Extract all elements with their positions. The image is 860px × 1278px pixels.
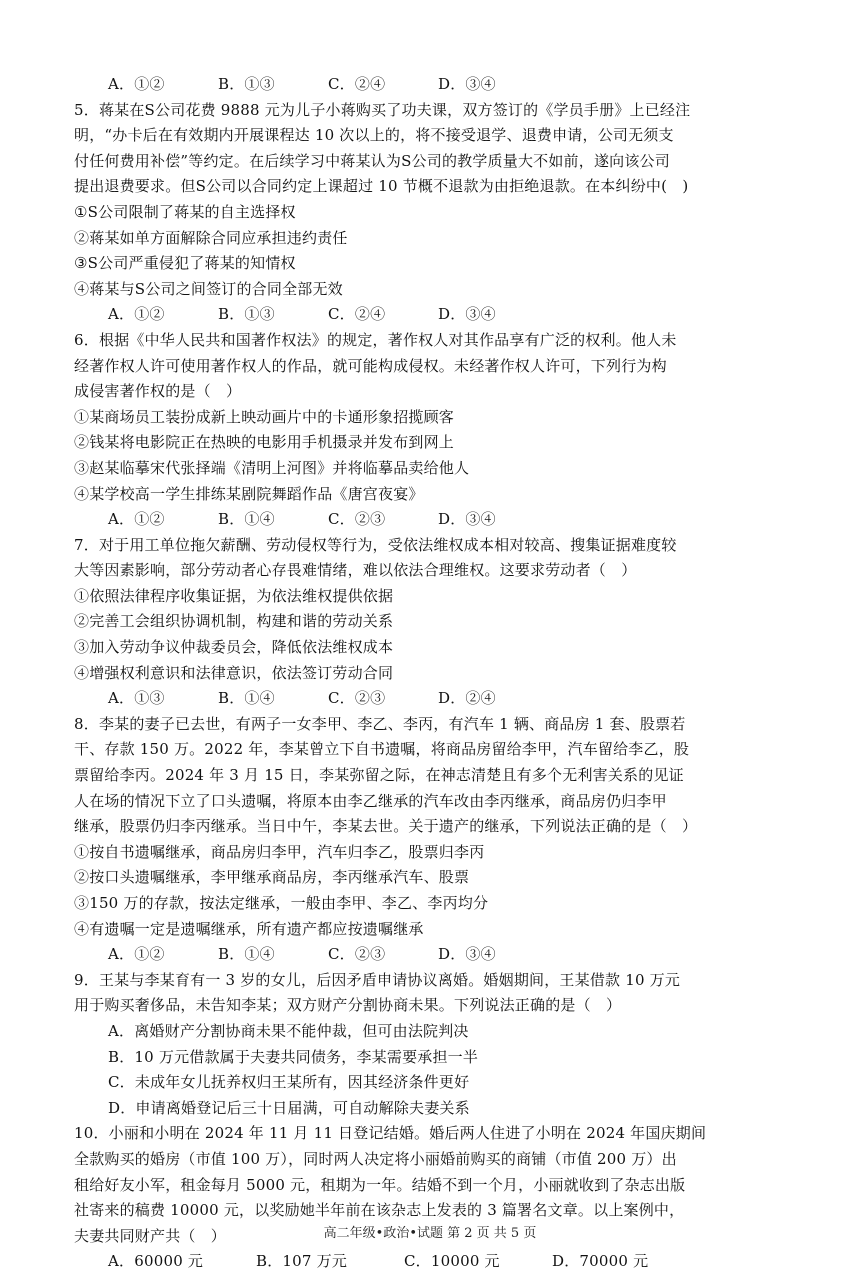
- question-9: [74, 968, 792, 1122]
- question-stem-line: 明，“办卡后在有效期内开展课程达 10 次以上的，将不接受退学、退费申请，公司无须支: [74, 126, 674, 145]
- statement-item: ②蒋某如单方面解除合同应承担违约责任: [74, 228, 348, 247]
- statement-item: ③150 万的存款，按法定继承，一般由李甲、李乙、李丙均分: [74, 894, 489, 912]
- question-10: [74, 1121, 792, 1275]
- option-c: C．未成年女儿抚养权归王某所有，因其经济条件更好: [108, 1073, 470, 1092]
- option-d: D．③④: [438, 510, 496, 529]
- option-a: A．60000 元: [108, 1252, 204, 1271]
- option-d: D．③④: [438, 945, 496, 964]
- statement-item: ③S公司严重侵犯了蒋某的知情权: [74, 254, 296, 273]
- option-b: B．①③: [218, 305, 275, 324]
- options-row: [74, 686, 792, 712]
- question-stem-line: 5．蒋某在S公司花费 9888 元为儿子小蒋购买了功夫课，双方签订的《学员手册》上已经注: [74, 100, 691, 119]
- statement-item: ①S公司限制了蒋某的自主选择权: [74, 202, 296, 221]
- option-d: D．70000 元: [552, 1252, 649, 1271]
- question-stem-line: 夫妻共同财产共（ ）: [74, 1226, 227, 1245]
- question-stem-line: 大等因素影响，部分劳动者心存畏难情绪，难以依法合理维权。这要求劳动者（ ）: [74, 561, 637, 580]
- statement-item: ④增强权利意识和法律意识，依法签订劳动合同: [74, 663, 394, 682]
- page-footer: 高二年级•政治•试题 第 2 页 共 5 页: [323, 1226, 537, 1241]
- option-b: B．①④: [218, 945, 275, 964]
- question-5: [74, 98, 792, 328]
- options-row: [74, 302, 792, 328]
- question-stem-line: 社寄来的稿费 10000 元，以奖励她半年前在该杂志上发表的 3 篇署名文章。以上案例中，: [74, 1201, 685, 1220]
- option-c: C．②④: [328, 75, 386, 93]
- statement-item: ②完善工会组织协调机制，构建和谐的劳动关系: [74, 612, 394, 631]
- question-stem-line: 7．对于用工单位拖欠薪酬、劳动侵权等行为，受依法维权成本相对较高、搜集证据难度较: [74, 535, 677, 554]
- option-b: B．①④: [218, 510, 275, 529]
- statement-item: ③赵某临摹宋代张择端《清明上河图》并将临摹品卖给他人: [74, 458, 470, 477]
- option-c: C．②③: [328, 945, 386, 964]
- question-stem-line: 租给好友小军，租金每月 5000 元，租期为一年。结婚不到一个月，小丽就收到了杂志出版: [74, 1175, 686, 1194]
- statement-item: ③加入劳动争议仲裁委员会，降低依法维权成本: [74, 638, 394, 657]
- question-stem-line: 全款购买的婚房（市值 100 万），同时两人决定将小丽婚前购买的商铺（市值 200 万）出: [74, 1149, 677, 1168]
- question-stem-line: 10．小丽和小明在 2024 年 11 月 11 日登记结婚。婚后两人住进了小明在 2024 年国庆期间: [74, 1124, 707, 1143]
- option-a: A．①②: [108, 510, 165, 529]
- question-6: [74, 328, 792, 533]
- option-c: C．②③: [328, 510, 386, 529]
- option-a: A．①②: [108, 305, 165, 324]
- options-row: [74, 507, 792, 533]
- option-c: C．10000 元: [404, 1252, 500, 1271]
- question-8: [74, 712, 792, 968]
- option-a: A．①②: [108, 945, 165, 964]
- option-d: D．②④: [438, 689, 496, 708]
- question-stem-line: 8．李某的妻子已去世，有两子一女李甲、李乙、李丙，有汽车 1 辆、商品房 1 套、股票若: [74, 714, 686, 733]
- statement-item: ④蒋某与S公司之间签订的合同全部无效: [74, 279, 343, 298]
- option-c: C．②④: [328, 305, 386, 324]
- top-options-row: [74, 72, 792, 98]
- statement-item: ④有遗嘱一定是遗嘱继承，所有遗产都应按遗嘱继承: [74, 919, 424, 938]
- question-stem-line: 提出退费要求。但S公司以合同约定上课超过 10 节概不退款为由拒绝退款。在本纠纷中( ): [74, 177, 689, 196]
- statement-item: ④某学校高一学生排练某剧院舞蹈作品《唐宫夜宴》: [74, 484, 424, 503]
- options-row: [74, 1249, 792, 1275]
- option-d: D．申请离婚登记后三十日届满，可自动解除夫妻关系: [108, 1098, 470, 1117]
- exam-content: [74, 72, 792, 1275]
- question-stem-line: 干、存款 150 万。2022 年，李某曾立下自书遗嘱，将商品房留给李甲，汽车留给李乙，股: [74, 740, 690, 759]
- option-a: A．①②: [108, 75, 165, 93]
- statement-item: ①依照法律程序收集证据，为依法维权提供依据: [74, 586, 394, 605]
- question-stem-line: 用于购买奢侈品，未告知李某；双方财产分割协商未果。下列说法正确的是（ ）: [74, 996, 622, 1015]
- option-b: B．107 万元: [256, 1252, 348, 1271]
- option-d: D．③④: [438, 75, 496, 93]
- question-7: [74, 533, 792, 712]
- option-d: D．③④: [438, 305, 496, 324]
- statement-item: ①按自书遗嘱继承，商品房归李甲，汽车归李乙，股票归李丙: [74, 842, 485, 861]
- statement-item: ②按口头遗嘱继承，李甲继承商品房，李丙继承汽车、股票: [74, 868, 470, 887]
- option-b: B．10 万元借款属于夫妻共同债务，李某需要承担一半: [108, 1047, 479, 1066]
- question-stem-line: 人在场的情况下立了口头遗嘱，将原本由李乙继承的汽车改由李丙继承，商品房仍归李甲: [74, 791, 667, 810]
- option-b: B．①④: [218, 689, 275, 708]
- statement-item: ①某商场员工装扮成新上映动画片中的卡通形象招揽顾客: [74, 407, 455, 426]
- question-stem-line: 成侵害著作权的是（ ）: [74, 382, 242, 401]
- question-stem-line: 票留给李丙。2024 年 3 月 15 日，李某弥留之际，在神志清楚且有多个无利害关系的见证: [74, 766, 684, 785]
- question-stem-line: 9．王某与李某育有一 3 岁的女儿，后因矛盾申请协议离婚。婚姻期间，王某借款 10 万元: [74, 970, 681, 989]
- option-c: C．②③: [328, 689, 386, 708]
- option-a: A．离婚财产分割协商未果不能仲裁，但可由法院判决: [108, 1021, 469, 1040]
- question-stem-line: 经著作权人许可使用著作权人的作品，就可能构成侵权。未经著作权人许可，下列行为构: [74, 356, 667, 375]
- question-stem-line: 继承，股票仍归李丙继承。当日中午，李某去世。关于遗产的继承，下列说法正确的是（ ）: [74, 817, 698, 836]
- options-row: [74, 942, 792, 968]
- statement-item: ②钱某将电影院正在热映的电影用手机摄录并发布到网上: [74, 433, 455, 452]
- question-stem-line: 付任何费用补偿”等约定。在后续学习中蒋某认为S公司的教学质量大不如前，遂向该公司: [74, 151, 670, 170]
- question-stem-line: 6．根据《中华人民共和国著作权法》的规定，著作权人对其作品享有广泛的权利。他人未: [74, 330, 677, 349]
- option-b: B．①③: [218, 75, 275, 93]
- option-a: A．①③: [108, 689, 165, 708]
